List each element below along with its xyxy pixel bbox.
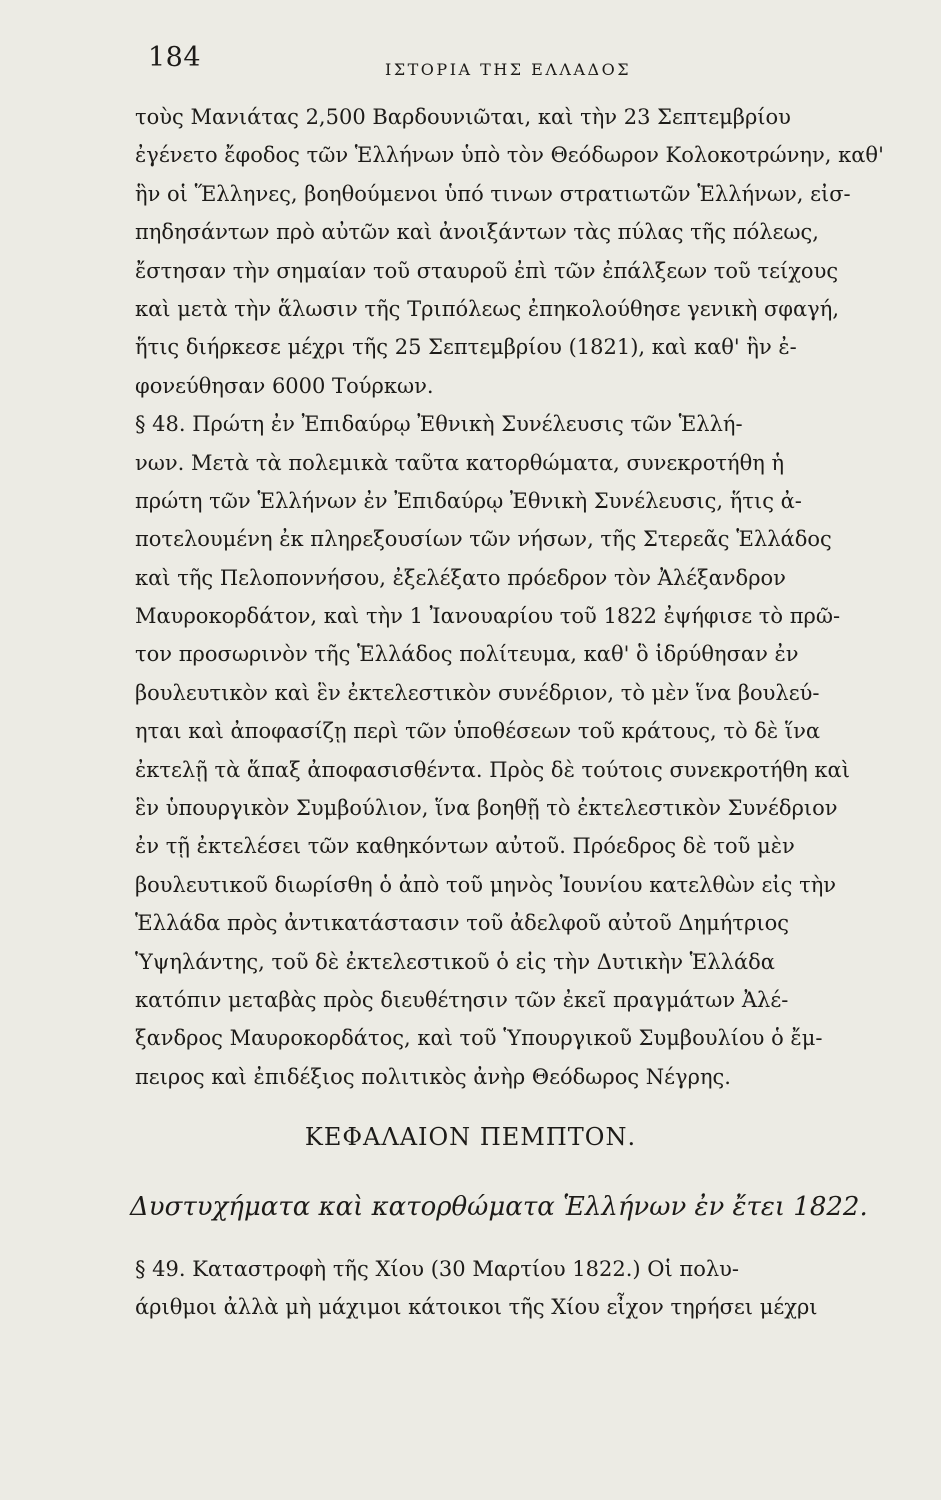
text-line: πρώτη τῶν Ἑλλήνων ἐν Ἐπιδαύρῳ Ἐθνικὴ Συνέλευσις, ἥτις ἀ-	[135, 488, 802, 513]
text-line: Ἑλλάδα πρὸς ἀντικατάστασιν τοῦ ἀδελφοῦ αὐτοῦ Δημήτριος	[135, 911, 789, 936]
text-line: ξανδρος Μαυροκορδάτος, καὶ τοῦ Ὑπουργικοῦ Συμβουλίου ὁ ἔμ-	[135, 1026, 823, 1051]
page-number: 184	[148, 42, 202, 73]
section-48	[135, 405, 910, 1096]
text-line: νων. Μετὰ τὰ πολεμικὰ ταῦτα κατορθώματα, συνεκροτήθη ἡ	[135, 450, 785, 475]
main-text	[135, 98, 910, 1096]
text-line: κατόπιν μεταβὰς πρὸς διευθέτησιν τῶν ἐκεῖ πραγμάτων Ἀλέ-	[135, 987, 789, 1012]
text-line: ποτελουμένη ἐκ πληρεξουσίων τῶν νήσων, τῆς Στερεᾶς Ἑλλάδος	[135, 527, 832, 552]
text-line: ἓν ὑπουργικὸν Συμβούλιον, ἵνα βοηθῇ τὸ ἐκτελεστικὸν Συνέδριον	[135, 796, 838, 821]
section-49	[135, 1250, 910, 1326]
text-line: καὶ τῆς Πελοποννήσου, ἐξελέξατο πρόεδρον τὸν Ἀλέξανδρον	[135, 565, 786, 590]
text-line: ἥτις διήρκεσε μέχρι τῆς 25 Σεπτεμβρίου (1821), καὶ καθ' ἣν ἐ-	[135, 335, 797, 360]
chapter-title: ΚΕΦΑΛΑΙΟΝ ΠΕΜΠΤΟΝ.	[304, 1123, 637, 1151]
section-47-tail	[135, 98, 910, 405]
text-line: ἔστησαν τὴν σημαίαν τοῦ σταυροῦ ἐπὶ τῶν ἐπάλξεων τοῦ τείχους	[135, 258, 839, 283]
text-line: ἐν τῇ ἐκτελέσει τῶν καθηκόντων αὐτοῦ. Πρόεδρος δὲ τοῦ μὲν	[135, 834, 795, 859]
text-line: τοὺς Μανιάτας 2,500 Βαρδουνιῶται, καὶ τὴν 23 Σεπτεμβρίου	[135, 105, 791, 129]
chapter-subtitle: Δυστυχήματα καὶ κατορθώματα Ἑλλήνων ἐν ἔτει 1822.	[130, 1192, 868, 1222]
text-line: Μαυροκορδάτον, καὶ τὴν 1 Ἰανουαρίου τοῦ 1822 ἐψήφισε τὸ πρῶ-	[135, 604, 841, 629]
text-line: τον προσωρινὸν τῆς Ἑλλάδος πολίτευμα, καθ' ὃ ἱδρύθησαν ἐν	[135, 642, 799, 667]
text-line: βουλευτικὸν καὶ ἓν ἐκτελεστικὸν συνέδριον, τὸ μὲν ἵνα βουλεύ-	[135, 680, 820, 705]
section-heading-line: § 48. Πρώτη ἐν Ἐπιδαύρῳ Ἐθνικὴ Συνέλευσις τῶν Ἑλλή-	[135, 412, 743, 437]
text-line: ηται καὶ ἀποφασίζῃ περὶ τῶν ὑποθέσεων τοῦ κράτους, τὸ δὲ ἵνα	[135, 719, 821, 744]
text-line: άριθμοι ἀλλὰ μὴ μάχιμοι κάτοικοι τῆς Χίου εἶχον τηρήσει μέχρι	[135, 1295, 818, 1319]
text-line: Ὑψηλάντης, τοῦ δὲ ἐκτελεστικοῦ ὁ εἰς τὴν Δυτικὴν Ἑλλάδα	[135, 949, 775, 974]
section-heading-line: § 49. Καταστροφὴ τῆς Χίου (30 Μαρτίου 1822.) Οἱ πολυ-	[135, 1257, 740, 1281]
text-line: βουλευτικοῦ διωρίσθη ὁ ἀπὸ τοῦ μηνὸς Ἰουνίου κατελθὼν εἰς τὴν	[135, 872, 837, 897]
text-line: πειρος καὶ ἐπιδέξιος πολιτικὸς ἀνὴρ Θεόδωρος Νέγρης.	[135, 1064, 731, 1089]
text-line: ἣν οἱ Ἕλληνες, βοηθούμενοι ὑπό τινων στρατιωτῶν Ἑλλήνων, εἰσ-	[135, 181, 851, 206]
text-line: ἐγένετο ἔφοδος τῶν Ἑλλήνων ὑπὸ τὸν Θεόδωρον Κολοκοτρώνην, καθ'	[135, 143, 884, 168]
text-line: πηδησάντων πρὸ αὐτῶν καὶ ἀνοιξάντων τὰς πύλας τῆς πόλεως,	[135, 220, 819, 245]
text-line: φονεύθησαν 6000 Τούρκων.	[135, 373, 434, 398]
text-line: καὶ μετὰ τὴν ἅλωσιν τῆς Τριπόλεως ἐπηκολούθησε γενικὴ σφαγή,	[135, 296, 839, 321]
text-line: ἐκτελῇ τὰ ἅπαξ ἀποφασισθέντα. Πρὸς δὲ τούτοις συνεκροτήθη καὶ	[135, 757, 850, 782]
running-title: ΙΣΤΟΡΙΑ ΤΗΣ ΕΛΛΑΔΟΣ	[385, 60, 631, 79]
